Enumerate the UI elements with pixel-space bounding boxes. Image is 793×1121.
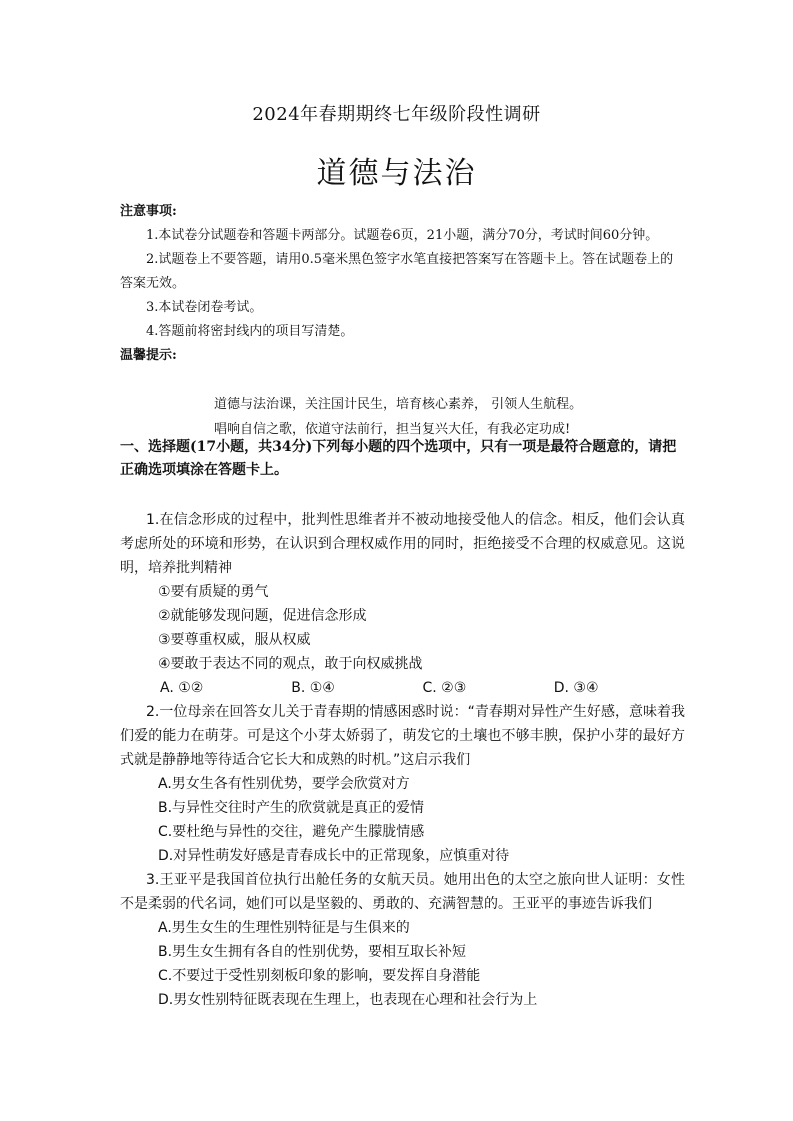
notes-heading: 注意事项:: [120, 204, 177, 219]
option-c: C.不要过于受性别刻板印象的影响，要发挥自身潜能: [158, 968, 481, 984]
question-2: [120, 700, 685, 868]
statement: ②就能够发现问题，促进信念形成: [158, 608, 367, 624]
option-a: A.男生女生的生理性别特征是与生俱来的: [158, 920, 410, 936]
note-item: 3.本试卷闭卷考试。: [146, 300, 263, 315]
question-1: [120, 508, 685, 700]
question-stem: 3.王亚平是我国首位执行出舱任务的女航天员。她用出色的太空之旅向世人证明：女性不是柔弱的代名词，她们可以是坚毅的、勇敢的、充满智慧的。王亚平的事迹告诉我们: [120, 872, 685, 912]
option-b: B.男生女生拥有各自的性别优势，要相互取长补短: [158, 944, 467, 960]
option-d: D.对异性萌发好感是青春成长中的正常现象，应慎重对待: [158, 848, 510, 864]
tips-heading: 温馨提示:: [120, 348, 177, 363]
exam-title: 道德与法治: [316, 156, 477, 191]
choice-a: A. ①②: [160, 680, 204, 696]
choice-d: D. ③④: [553, 680, 599, 696]
tip-line: 道德与法治课，关注国计民生，培育核心素养， 引领人生航程。: [214, 397, 583, 412]
option-b: B.与异性交往时产生的欣赏就是真正的爱情: [158, 800, 425, 816]
exam-subtitle: 2024年春期期终七年级阶段性调研: [252, 104, 541, 125]
option-a: A.男女生各有性别优势，要学会欣赏对方: [158, 776, 410, 792]
choice-row: [120, 676, 685, 700]
note-item: 2.试题卷上不要答题，请用0.5毫米黑色签字水笔直接把答案写在答题卡上。答在试题卷上的答案无效。: [120, 252, 674, 291]
question-stem: 1.在信念形成的过程中，批判性思维者并不被动地接受他人的信念。相反，他们会认真考虑所处的环境和形势，在认识到合理权威作用的同时，拒绝接受不合理的权威意见。这说明，培养批判精神: [120, 512, 685, 576]
statement: ①要有质疑的勇气: [158, 584, 269, 600]
note-item: 4.答题前将密封线内的项目写清楚。: [146, 324, 354, 339]
option-c: C.要杜绝与异性的交往，避免产生朦胧情感: [158, 824, 425, 840]
choice-b: B. ①④: [291, 680, 335, 696]
statement: ④要敢于表达不同的观点，敢于向权威挑战: [158, 656, 423, 672]
option-d: D.男女性别特征既表现在生理上，也表现在心理和社会行为上: [158, 992, 538, 1008]
note-item: 1.本试卷分试题卷和答题卡两部分。试题卷6页，21小题，满分70分，考试时间60分钟。: [146, 228, 659, 243]
notes-block: [120, 200, 680, 368]
questions-block: [120, 508, 685, 1012]
question-3: [120, 868, 685, 1012]
choice-c: C. ②③: [422, 680, 467, 696]
tip-line: 唱响自信之歌，依道守法前行，担当复兴大任，有我必定功成!: [214, 422, 571, 437]
question-stem: 2.一位母亲在回答女儿关于青春期的情感困惑时说：“青春期对异性产生好感，意味着我们爱的能力在萌芽。可是这个小芽太娇弱了，萌发它的土壤也不够丰腴，保护小芽的最好方式就是静静地等待适合它长大和成熟的时机。”这启示我们: [120, 704, 685, 768]
section-heading: 一、选择题(17小题，共34分)下列每小题的四个选项中，只有一项是最符合题意的，请把正确选项填涂在答题卡上。: [120, 439, 677, 478]
tips-block: [214, 392, 644, 442]
statement: ③要尊重权威，服从权威: [158, 632, 311, 648]
